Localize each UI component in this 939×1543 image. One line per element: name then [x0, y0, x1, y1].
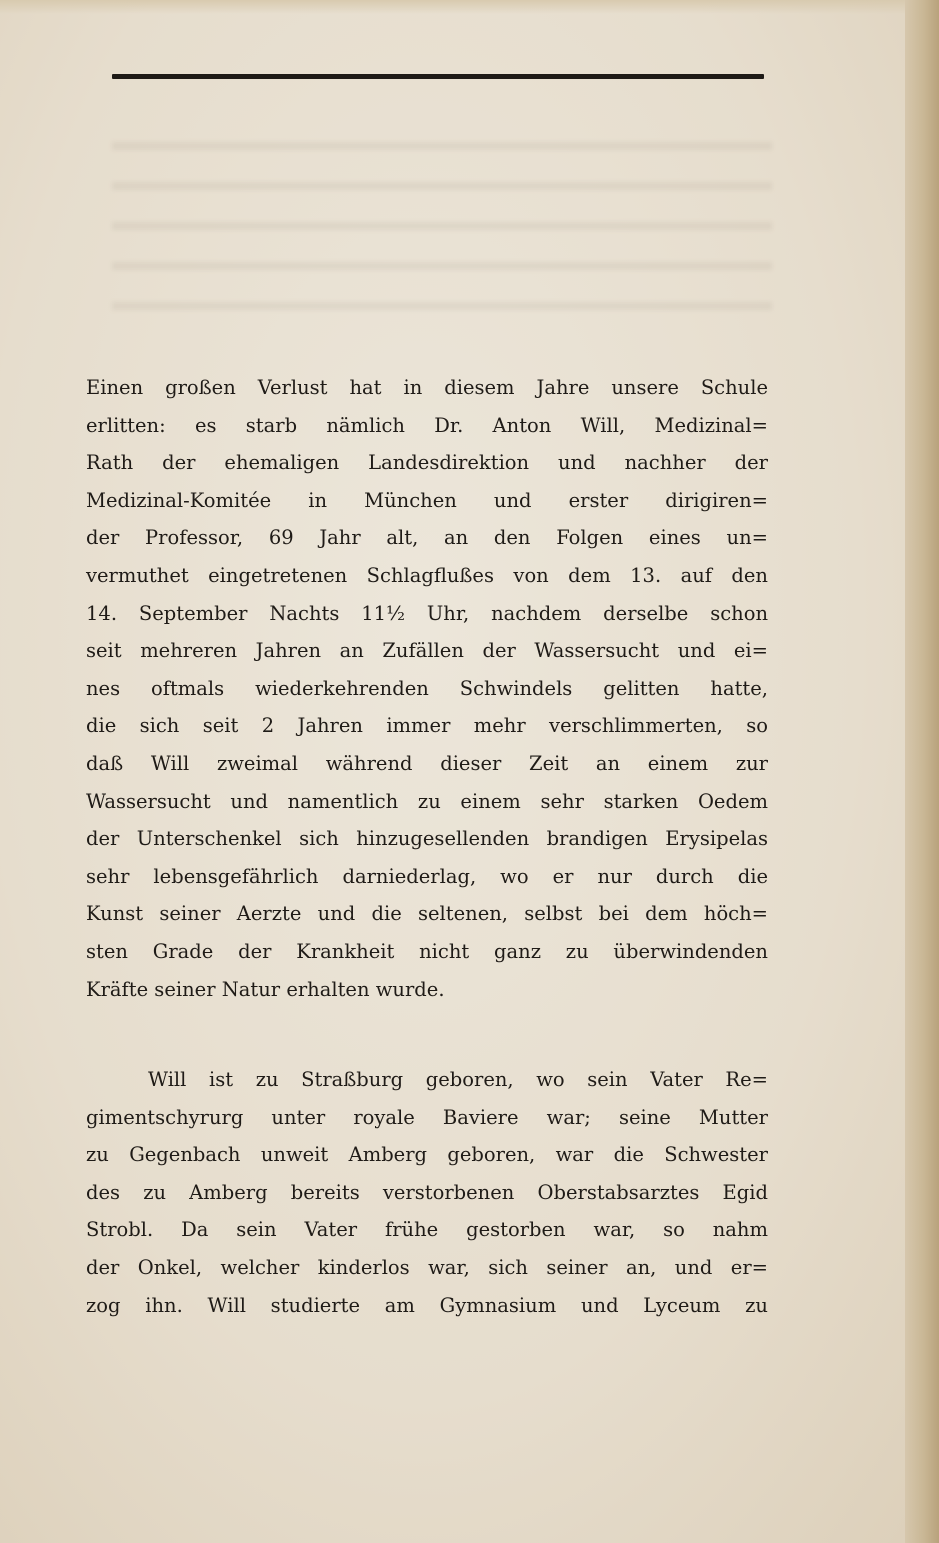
- text-line: zu Gegenbach unweit Amberg geboren, war die Schwester: [86, 1143, 768, 1167]
- text-line: seit mehreren Jahren an Zufällen der Wassersucht und ei=: [86, 639, 768, 663]
- text-line: daß Will zweimal während dieser Zeit an einem zur: [86, 751, 768, 775]
- text-line: nes oftmals wiederkehrenden Schwindels gelitten hatte,: [86, 676, 768, 700]
- paragraph-2: [86, 1061, 768, 1324]
- show-through-text: [112, 120, 772, 320]
- paragraph-1: [86, 369, 768, 1008]
- text-line: Strobl. Da sein Vater frühe gestorben war, so nahm: [86, 1218, 768, 1242]
- text-line: gimentschyrurg unter royale Baviere war; seine Mutter: [86, 1105, 768, 1129]
- page-top-shadow: [0, 0, 939, 14]
- text-line: Rath der ehemaligen Landesdirektion und nachher der: [86, 451, 768, 475]
- text-line: Wassersucht und namentlich zu einem sehr starken Oedem: [86, 789, 768, 813]
- text-line: Medizinal-Komitée in München und erster dirigiren=: [86, 488, 768, 512]
- text-line: des zu Amberg bereits verstorbenen Oberstabsarztes Egid: [86, 1180, 768, 1204]
- page-edge-shadow: [905, 0, 939, 1543]
- text-line: der Onkel, welcher kinderlos war, sich seiner an, und er=: [86, 1255, 768, 1279]
- text-line: Einen großen Verlust hat in diesem Jahre unsere Schule: [86, 376, 768, 399]
- text-line: die sich seit 2 Jahren immer mehr verschlimmerten, so: [86, 714, 768, 738]
- text-line: vermuthet eingetretenen Schlagflußes von dem 13. auf den: [86, 563, 768, 587]
- text-line: Kräfte seiner Natur erhalten wurde.: [86, 977, 445, 1001]
- header-rule: [112, 74, 764, 79]
- text-line: sehr lebensgefährlich darniederlag, wo er nur durch die: [86, 864, 768, 888]
- text-line: Kunst seiner Aerzte und die seltenen, selbst bei dem höch=: [86, 902, 768, 926]
- text-line: sten Grade der Krankheit nicht ganz zu überwindenden: [86, 939, 768, 963]
- text-line: zog ihn. Will studierte am Gymnasium und Lyceum zu: [86, 1293, 768, 1317]
- text-line: der Professor, 69 Jahr alt, an den Folgen eines un=: [86, 526, 768, 550]
- text-line: Will ist zu Straßburg geboren, wo sein Vater Re=: [148, 1068, 768, 1091]
- text-line: erlitten: es starb nämlich Dr. Anton Will, Medizinal=: [86, 413, 768, 437]
- text-line: 14. September Nachts 11½ Uhr, nachdem derselbe schon: [86, 601, 768, 625]
- text-line: der Unterschenkel sich hinzugesellenden brandigen Erysipelas: [86, 827, 768, 851]
